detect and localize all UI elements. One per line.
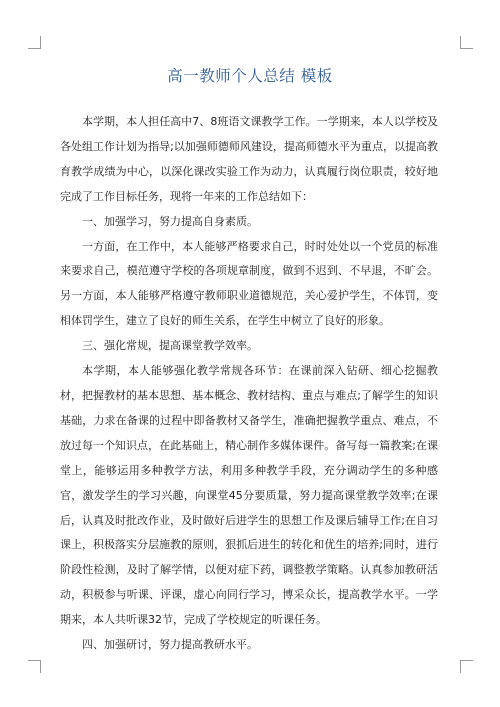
heading-section-1: 一、加强学习，努力提高自身素质。 [82,214,258,228]
crop-mark-bottom-left [28,660,41,673]
paragraph-intro: 本学期，本人担任高中7、8班语文课教学工作。一学期来，本人以学校及各处组工作计划为指导;以加强师德师风建设，提高师德水平为重点，以提高教育教学成绩为中心，以深化课改实验工作为动力，认真履行岗位职责，较好地完成了工作目标任务，现将一年来的工作总结如下： [60,115,438,203]
crop-mark-top-right [460,36,473,49]
paragraph-section-1: 一方面，在工作中，本人能够严格要求自己，时时处处以一个党员的标准来要求自己，模范遵守学校的各项规章制度，做到不迟到、不早退，不旷会。另一方面，本人能够严格遵守教师职业道德规范，关心爱护学生，不体罚，变相体罚学生，建立了良好的师生关系，在学生中树立了良好的形象。 [60,239,438,328]
heading-section-3: 三、强化常规，提高课堂教学效率。 [82,339,258,353]
paragraph-section-3: 本学期，本人能够强化教学常规各环节：在课前深入钻研、细心挖掘教材，把握教材的基本思想、基本概念、教材结构、重点与难点;了解学生的知识基础，力求在备课的过程中即备教材又备学生，准确把握教学重点、难点，不放过每一个知识点，在此基础上，精心制作多媒体课件。备写每一篇教案;在课堂上，能够运用多种教学方法，利用多种教学手段，充分调动学生的多种感官，激发学生的学习兴趣，向课堂45分要质量，努力提高课堂教学效率;在课后，认真及时批改作业，及时做好后进学生的思想工作及课后辅导工作;在自习课上，积极落实分层施教的原则，狠抓后进生的转化和优生的培养;同时，进行阶段性检测，及时了解学情，以便对症下药，调整教学策略。认真参加教研活动，积极参与听课、评课，虚心向同行学习，博采众长，提高教学水平。一学期来，本人共听课32节，完成了学校规定的听课任务。 [60,364,438,627]
crop-mark-top-left [28,36,41,49]
heading-section-4: 四、加强研讨，努力提高教研水平。 [82,638,258,652]
document-body [60,110,438,658]
document-title: 高一教师个人总结 模板 [167,67,333,85]
crop-mark-bottom-right [460,660,473,673]
